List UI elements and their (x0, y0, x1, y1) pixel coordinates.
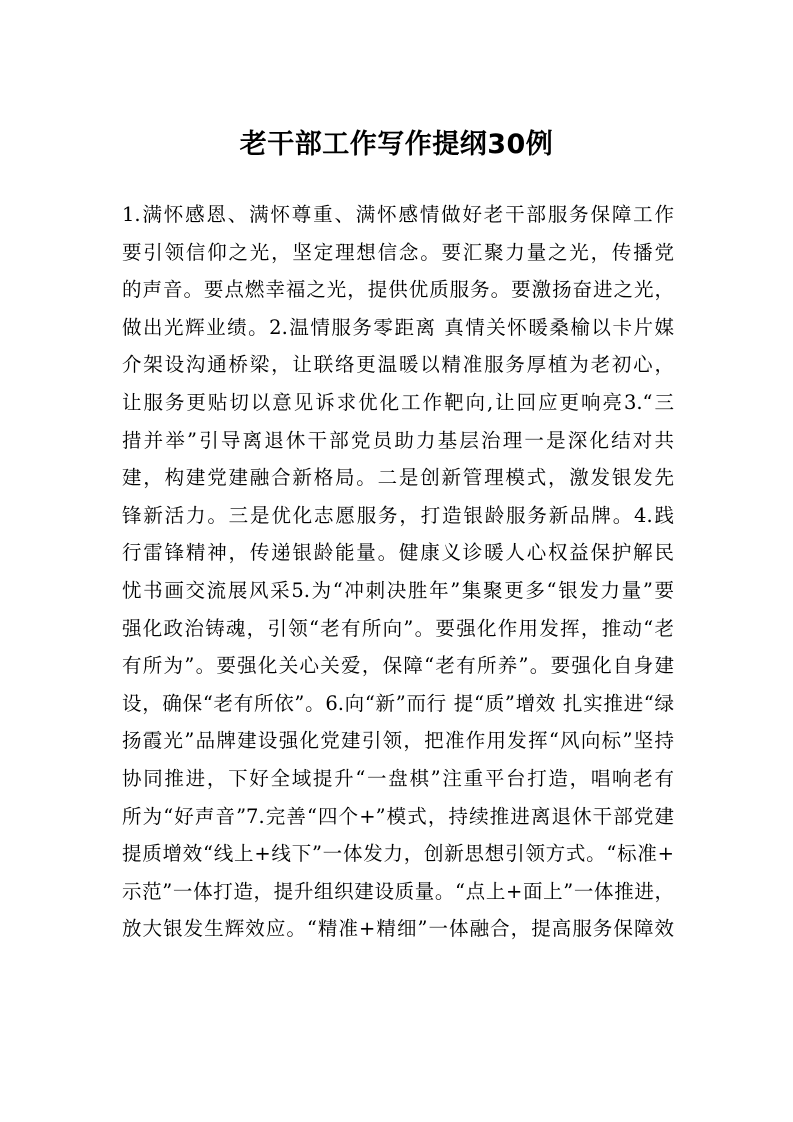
body-line: 强化政治铸魂，引领“老有所向”。要强化作用发挥，推动“老 (122, 616, 674, 640)
body-line: 1.满怀感恩、满怀尊重、满怀感情做好老干部服务保障工作 (122, 203, 674, 226)
body-line: 要引领信仰之光，坚定理想信念。要汇聚力量之光，传播党 (122, 240, 674, 264)
body-line: 所为“好声音”7.完善“四个+”模式，持续推进离退休干部党建 (122, 804, 674, 828)
body-line: 有所为”。要强化关心关爱，保障“老有所养”。要强化自身建 (122, 654, 674, 678)
body-line: 放大银发生辉效应。“精准+精细”一体融合，提高服务保障效 (122, 917, 674, 941)
body-line: 做出光辉业绩。2.温情服务零距离 真情关怀暖桑榆以卡片媒 (122, 315, 674, 339)
body-line: 措并举”引导离退休干部党员助力基层治理一是深化结对共 (122, 428, 674, 452)
document-body (122, 196, 674, 948)
body-line: 介架设沟通桥梁，让联络更温暖以精准服务厚植为老初心， (122, 353, 674, 377)
body-line: 建，构建党建融合新格局。二是创新管理模式，激发银发先 (122, 466, 674, 490)
body-line: 设，确保“老有所依”。6.向“新”而行 提“质”增效 扎实推进“绿 (122, 691, 674, 715)
document-title: 老干部工作写作提纲30例 (239, 129, 554, 160)
body-line: 提质增效“线上+线下”一体发力，创新思想引领方式。“标准+ (122, 842, 674, 866)
body-line: 的声音。要点燃幸福之光，提供优质服务。要激扬奋进之光， (122, 278, 674, 302)
body-line: 扬霞光”品牌建设强化党建引领，把准作用发挥“风向标”坚持 (122, 729, 674, 753)
body-line: 让服务更贴切以意见诉求优化工作靶向,让回应更响亮3.“三 (122, 390, 674, 414)
body-line: 忧书画交流展风采5.为“冲刺决胜年”集聚更多“银发力量”要 (122, 578, 674, 602)
body-line: 示范”一体打造，提升组织建设质量。“点上+面上”一体推进， (122, 879, 674, 903)
body-line: 行雷锋精神，传递银龄能量。健康义诊暖人心权益保护解民 (122, 541, 674, 565)
body-line: 协同推进，下好全域提升“一盘棋”注重平台打造，唱响老有 (122, 766, 674, 790)
body-line: 锋新活力。三是优化志愿服务，打造银龄服务新品牌。4.践 (122, 503, 674, 527)
